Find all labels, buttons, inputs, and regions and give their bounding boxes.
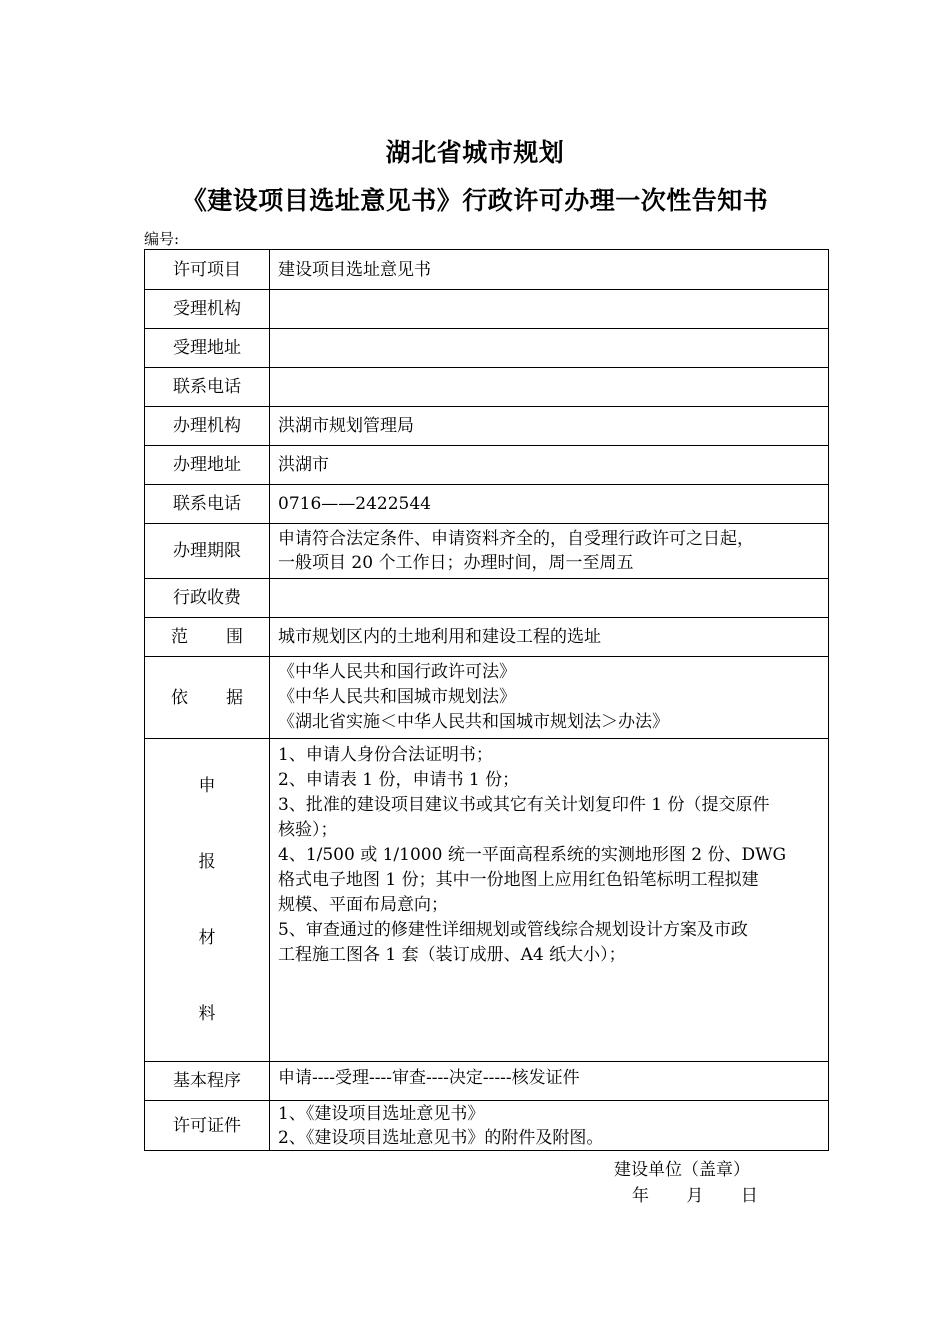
materials-line: 3、批准的建设项目建议书或其它有关计划复印件 1 份（提交原件	[278, 795, 770, 815]
table-row-permit-item	[145, 250, 829, 290]
basis-line: 《中华人民共和国行政许可法》	[278, 662, 516, 682]
label-materials	[145, 739, 270, 1062]
table-row-materials	[145, 739, 829, 1062]
label-fee: 行政收费	[145, 579, 270, 618]
basis-line: 《中华人民共和国城市规划法》	[278, 687, 516, 707]
label-materials-char: 材	[198, 928, 216, 948]
table-row-scope	[145, 618, 829, 657]
title-line-1: 湖北省城市规划	[385, 138, 565, 167]
table-row-handle-phone	[145, 485, 829, 524]
value-fee	[270, 579, 829, 618]
materials-line: 4、1/500 或 1/1000 统一平面高程系统的实测地形图 2 份、DWG	[278, 845, 787, 865]
materials-line: 核验）；	[278, 820, 338, 840]
value-permit-item: 建设项目选址意见书	[270, 250, 829, 290]
label-certificate: 许可证件	[145, 1101, 270, 1151]
label-scope-char: 范	[171, 627, 188, 647]
title-line-2: 《建设项目选址意见书》行政许可办理一次性告知书	[181, 186, 769, 215]
doc-number-label: 编号:	[144, 230, 180, 248]
label-basis	[145, 657, 270, 739]
table-row-procedure	[145, 1062, 829, 1101]
label-deadline: 办理期限	[145, 524, 270, 579]
date-year-label: 年	[632, 1186, 649, 1206]
value-deadline	[270, 524, 829, 579]
value-basis	[270, 657, 829, 739]
materials-line: 格式电子地图 1 份；其中一份地图上应用红色铅笔标明工程拟建	[278, 870, 759, 890]
value-accept-phone	[270, 368, 829, 407]
materials-line: 2、申请表 1 份，申请书 1 份；	[278, 770, 520, 790]
value-handle-org: 洪湖市规划管理局	[270, 407, 829, 446]
certificate-line: 1、《建设项目选址意见书》	[278, 1103, 485, 1124]
table-row-handle-addr	[145, 446, 829, 485]
date-month-label: 月	[686, 1186, 704, 1206]
label-materials-char: 申	[198, 776, 216, 796]
label-handle-phone: 联系电话	[145, 485, 270, 524]
label-accept-addr: 受理地址	[145, 329, 270, 368]
label-handle-org: 办理机构	[145, 407, 270, 446]
label-procedure: 基本程序	[145, 1062, 270, 1101]
label-scope-char: 围	[226, 627, 243, 647]
label-materials-char: 料	[198, 1004, 216, 1024]
label-basis-char: 据	[226, 687, 243, 708]
materials-line: 工程施工图各 1 套（装订成册、A4 纸大小）；	[278, 945, 626, 965]
notice-form-table	[144, 249, 829, 1151]
label-basis-char: 依	[171, 687, 188, 708]
deadline-line: 一般项目 20 个工作日；办理时间，周一至周五	[278, 553, 634, 573]
value-scope: 城市规划区内的土地利用和建设工程的选址	[270, 618, 829, 657]
label-permit-item: 许可项目	[145, 250, 270, 290]
label-accept-org: 受理机构	[145, 290, 270, 329]
date-line	[632, 1181, 786, 1206]
materials-line: 规模、平面布局意向；	[278, 895, 448, 915]
label-materials-char: 报	[198, 852, 216, 872]
table-row-certificate	[145, 1101, 829, 1151]
table-row-deadline	[145, 524, 829, 579]
value-accept-org	[270, 290, 829, 329]
basis-line: 《湖北省实施＜中华人民共和国城市规划法＞办法》	[278, 712, 669, 732]
table-row-accept-addr	[145, 329, 829, 368]
value-handle-phone: 0716——2422544	[270, 485, 829, 524]
value-certificate	[270, 1101, 829, 1151]
table-row-accept-org	[145, 290, 829, 329]
table-row-fee	[145, 579, 829, 618]
label-accept-phone: 联系电话	[145, 368, 270, 407]
label-handle-addr: 办理地址	[145, 446, 270, 485]
materials-line: 1、申请人身份合法证明书；	[278, 745, 493, 765]
certificate-line: 2、《建设项目选址意见书》的附件及附图。	[278, 1127, 604, 1148]
materials-line: 5、审查通过的修建性详细规划或管线综合规划设计方案及市政	[278, 920, 748, 940]
value-accept-addr	[270, 329, 829, 368]
value-procedure: 申请----受理----审查----决定-----核发证件	[270, 1062, 829, 1101]
table-row-accept-phone	[145, 368, 829, 407]
seal-label: 建设单位（盖章）	[614, 1160, 750, 1180]
value-materials	[270, 739, 829, 1062]
deadline-line: 申请符合法定条件、申请资料齐全的，自受理行政许可之日起，	[278, 529, 754, 549]
label-scope	[145, 618, 270, 657]
value-handle-addr: 洪湖市	[270, 446, 829, 485]
table-row-handle-org	[145, 407, 829, 446]
table-row-basis	[145, 657, 829, 739]
date-day-label: 日	[740, 1186, 758, 1206]
